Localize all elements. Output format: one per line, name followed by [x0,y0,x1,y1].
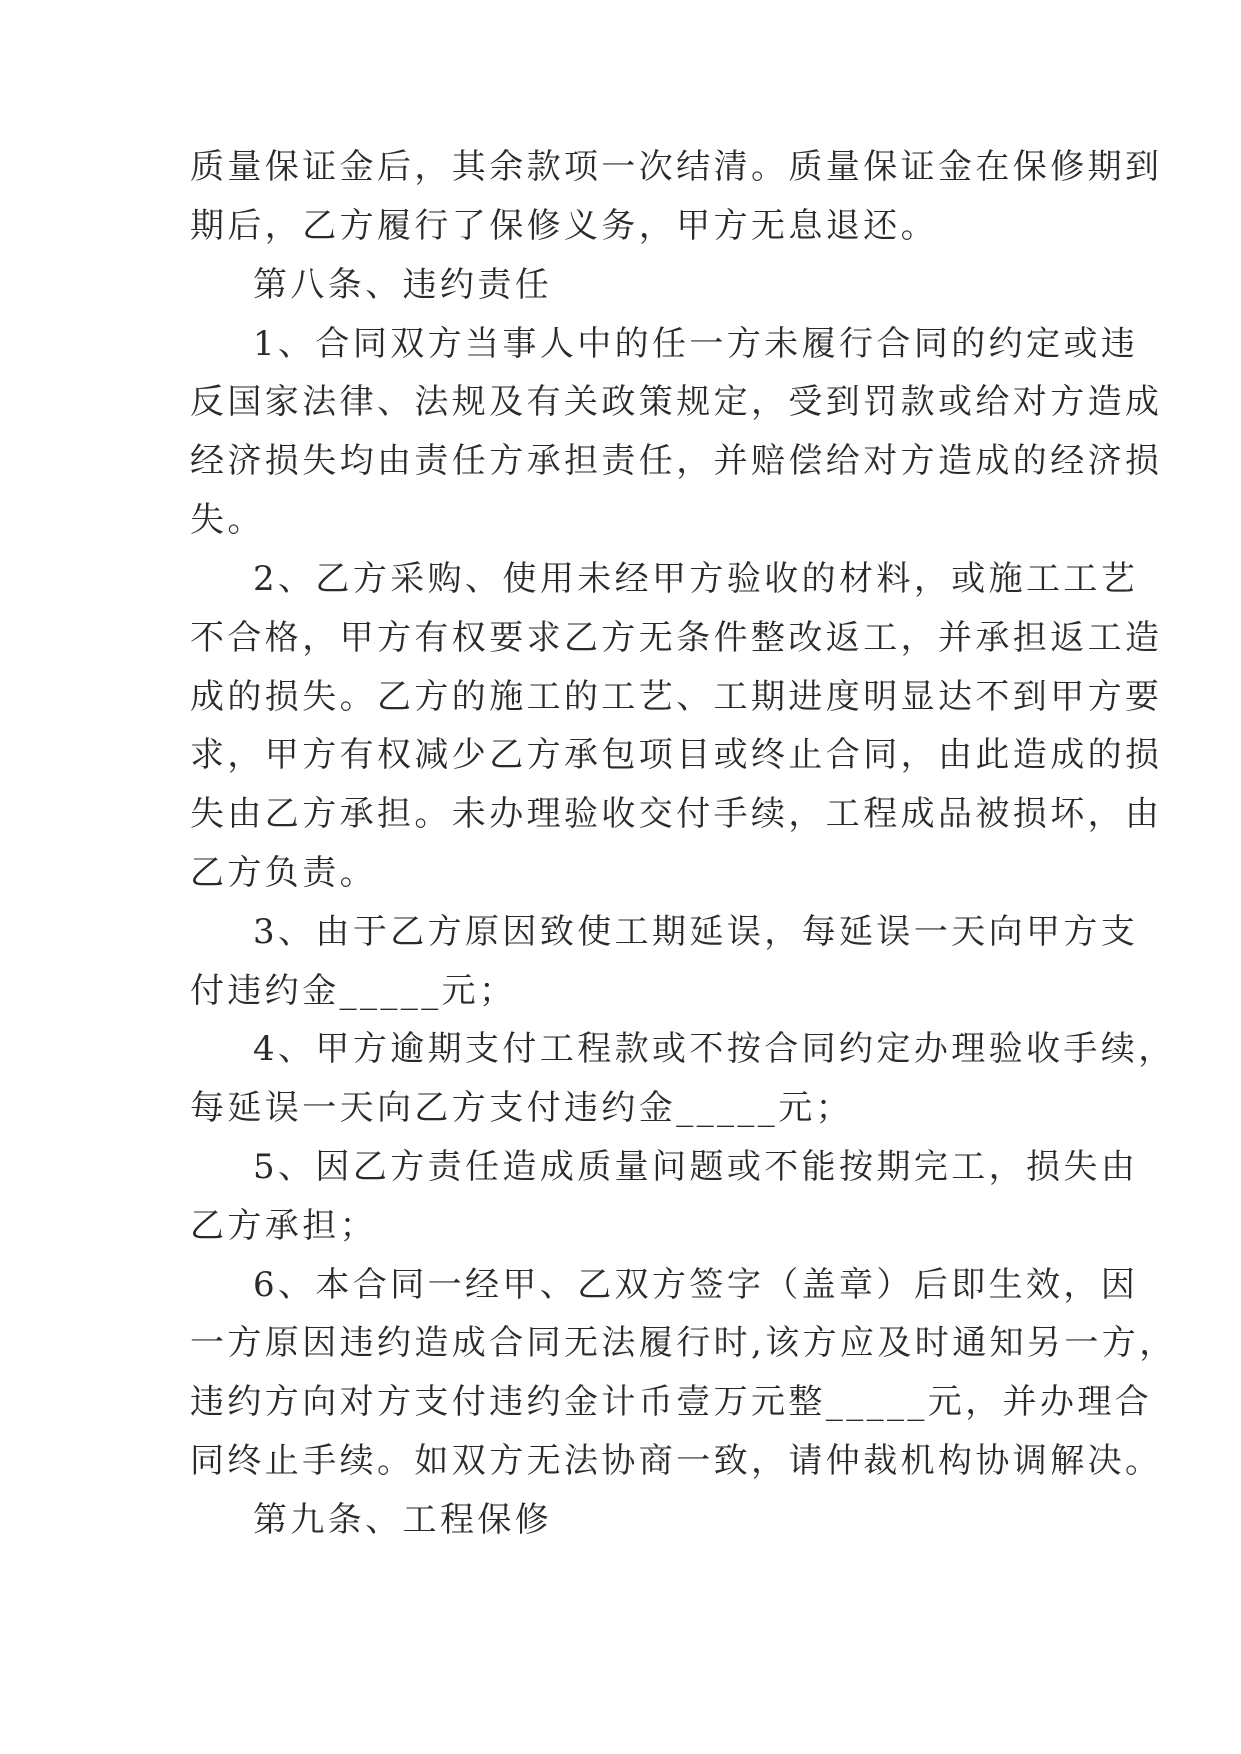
section-heading-article-8: 第八条、违约责任 [253,265,553,305]
text-line: 失。 [190,500,265,540]
text-line: 成的损失。乙方的施工的工艺、工期进度明显达不到甲方要 [190,677,1163,717]
text-line: 期后，乙方履行了保修义务，甲方无息退还。 [190,206,938,246]
text-line: 求，甲方有权减少乙方承包项目或终止合同，由此造成的损 [190,735,1163,775]
text-line: 一方原因违约造成合同无法履行时,该方应及时通知另一方， [190,1323,1177,1363]
text-line: 乙方负责。 [190,853,377,893]
paragraph-6-first-line: 6、本合同一经甲、乙双方签字（盖章）后即生效，因 [253,1265,1139,1305]
paragraph-3-first-line: 3、由于乙方原因致使工期延误，每延误一天向甲方支 [253,912,1139,952]
text-line: 失由乙方承担。未办理验收交付手续，工程成品被损坏，由 [190,794,1163,834]
text-line: 经济损失均由责任方承担责任，并赔偿给对方造成的经济损 [190,441,1163,481]
text-line: 不合格，甲方有权要求乙方无条件整改返工，并承担返工造 [190,618,1163,658]
text-line: 同终止手续。如双方无法协商一致，请仲裁机构协调解决。 [190,1441,1163,1481]
paragraph-4-first-line: 4、甲方逾期支付工程款或不按合同约定办理验收手续， [253,1029,1176,1069]
text-line: 质量保证金后，其余款项一次结清。质量保证金在保修期到 [190,147,1163,187]
paragraph-5-first-line: 5、因乙方责任造成质量问题或不能按期完工，损失由 [253,1147,1139,1187]
text-line: 违约方向对方支付违约金计币壹万元整_____元，并办理合 [190,1382,1153,1422]
text-line: 乙方承担； [190,1206,377,1246]
text-line: 反国家法律、法规及有关政策规定，受到罚款或给对方造成 [190,382,1163,422]
text-line: 付违约金_____元； [190,971,517,1011]
paragraph-2-first-line: 2、乙方采购、使用未经甲方验收的材料，或施工工艺 [253,559,1139,599]
section-heading-article-9: 第九条、工程保修 [253,1500,553,1540]
paragraph-1-first-line: 1、合同双方当事人中的任一方未履行合同的约定或违 [253,324,1139,364]
text-line: 每延误一天向乙方支付违约金_____元； [190,1088,853,1128]
